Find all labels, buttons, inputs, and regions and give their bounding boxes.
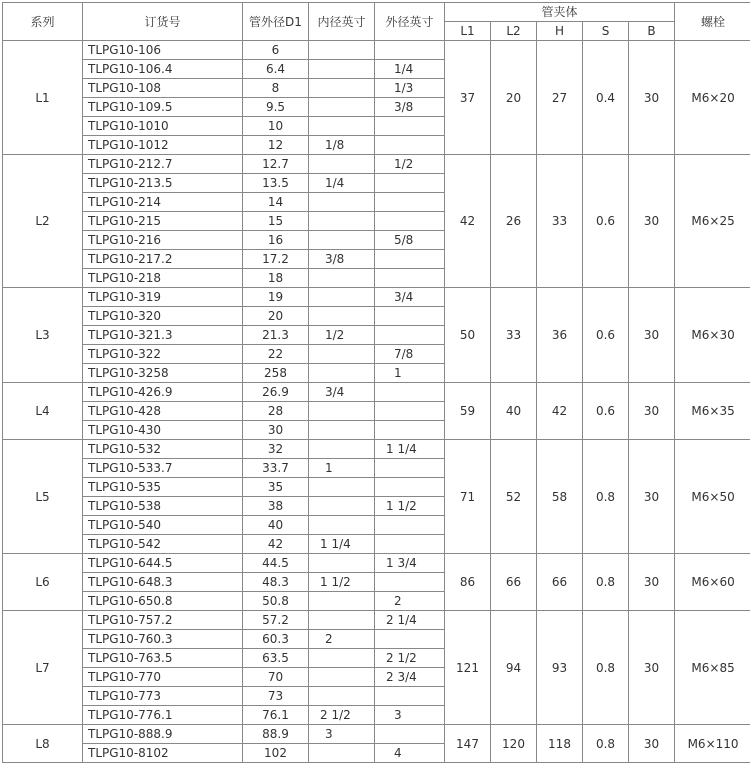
pipe-od-cell: 10 [243, 117, 309, 136]
pipe-od-cell: 42 [243, 535, 309, 554]
order-number-cell: TLPG10-888.9 [83, 725, 243, 744]
clamp-h-cell: 118 [537, 725, 583, 763]
pipe-od-cell: 28 [243, 402, 309, 421]
outer-inch-cell [375, 383, 445, 402]
outer-inch-cell: 1 1/2 [375, 497, 445, 516]
inner-inch-cell: 3/8 [309, 250, 375, 269]
table-row [3, 41, 750, 60]
order-number-cell: TLPG10-763.5 [83, 649, 243, 668]
bolt-cell: M6×110 [675, 725, 750, 763]
clamp-l2-cell: 94 [491, 611, 537, 725]
outer-inch-cell [375, 687, 445, 706]
clamp-s-cell: 0.6 [583, 288, 629, 383]
pipe-od-cell: 12 [243, 136, 309, 155]
clamp-l1-cell: 37 [445, 41, 491, 155]
outer-inch-cell: 7/8 [375, 345, 445, 364]
order-number-cell: TLPG10-760.3 [83, 630, 243, 649]
outer-inch-cell [375, 117, 445, 136]
bolt-cell: M6×85 [675, 611, 750, 725]
outer-inch-cell: 2 1/2 [375, 649, 445, 668]
inner-inch-cell [309, 98, 375, 117]
pipe-od-cell: 22 [243, 345, 309, 364]
inner-inch-cell: 1/8 [309, 136, 375, 155]
order-number-cell: TLPG10-321.3 [83, 326, 243, 345]
clamp-l2-cell: 20 [491, 41, 537, 155]
order-number-cell: TLPG10-319 [83, 288, 243, 307]
pipe-od-cell: 21.3 [243, 326, 309, 345]
outer-inch-cell: 1 3/4 [375, 554, 445, 573]
outer-inch-cell [375, 307, 445, 326]
outer-inch-cell [375, 402, 445, 421]
clamp-b-cell: 30 [629, 383, 675, 440]
header-l1: L1 [445, 22, 491, 41]
outer-inch-cell [375, 136, 445, 155]
inner-inch-cell [309, 687, 375, 706]
outer-inch-cell [375, 421, 445, 440]
inner-inch-cell [309, 649, 375, 668]
order-number-cell: TLPG10-216 [83, 231, 243, 250]
pipe-od-cell: 102 [243, 744, 309, 763]
outer-inch-cell [375, 41, 445, 60]
clamp-h-cell: 58 [537, 440, 583, 554]
inner-inch-cell [309, 41, 375, 60]
inner-inch-cell [309, 364, 375, 383]
order-number-cell: TLPG10-322 [83, 345, 243, 364]
clamp-h-cell: 66 [537, 554, 583, 611]
order-number-cell: TLPG10-773 [83, 687, 243, 706]
bolt-cell: M6×50 [675, 440, 750, 554]
outer-inch-cell: 2 3/4 [375, 668, 445, 687]
inner-inch-cell: 1/4 [309, 174, 375, 193]
outer-inch-cell [375, 630, 445, 649]
inner-inch-cell [309, 288, 375, 307]
series-cell: L5 [3, 440, 83, 554]
clamp-s-cell: 0.8 [583, 440, 629, 554]
outer-inch-cell: 2 [375, 592, 445, 611]
bolt-cell: M6×20 [675, 41, 750, 155]
pipe-od-cell: 35 [243, 478, 309, 497]
table-header [3, 3, 750, 41]
clamp-l2-cell: 40 [491, 383, 537, 440]
pipe-od-cell: 14 [243, 193, 309, 212]
order-number-cell: TLPG10-108 [83, 79, 243, 98]
table-body [3, 41, 750, 763]
outer-inch-cell: 1/3 [375, 79, 445, 98]
order-number-cell: TLPG10-218 [83, 269, 243, 288]
order-number-cell: TLPG10-533.7 [83, 459, 243, 478]
order-number-cell: TLPG10-426.9 [83, 383, 243, 402]
outer-inch-cell: 5/8 [375, 231, 445, 250]
inner-inch-cell [309, 117, 375, 136]
pipe-od-cell: 18 [243, 269, 309, 288]
table-row [3, 440, 750, 459]
order-number-cell: TLPG10-540 [83, 516, 243, 535]
order-number-cell: TLPG10-212.7 [83, 155, 243, 174]
inner-inch-cell: 3 [309, 725, 375, 744]
table-row [3, 155, 750, 174]
inner-inch-cell [309, 668, 375, 687]
inner-inch-cell: 2 [309, 630, 375, 649]
inner-inch-cell [309, 421, 375, 440]
order-number-cell: TLPG10-1010 [83, 117, 243, 136]
outer-inch-cell: 1/4 [375, 60, 445, 79]
clamp-h-cell: 42 [537, 383, 583, 440]
series-cell: L3 [3, 288, 83, 383]
table-row [3, 611, 750, 630]
outer-inch-cell [375, 516, 445, 535]
table-row [3, 383, 750, 402]
series-cell: L6 [3, 554, 83, 611]
outer-inch-cell [375, 725, 445, 744]
outer-inch-cell [375, 326, 445, 345]
pipe-od-cell: 15 [243, 212, 309, 231]
outer-inch-cell: 1 1/4 [375, 440, 445, 459]
outer-inch-cell [375, 459, 445, 478]
inner-inch-cell: 1 [309, 459, 375, 478]
inner-inch-cell [309, 554, 375, 573]
outer-inch-cell: 2 1/4 [375, 611, 445, 630]
order-number-cell: TLPG10-542 [83, 535, 243, 554]
order-number-cell: TLPG10-106.4 [83, 60, 243, 79]
header-row-top [3, 3, 750, 22]
order-number-cell: TLPG10-648.3 [83, 573, 243, 592]
outer-inch-cell [375, 573, 445, 592]
outer-inch-cell [375, 269, 445, 288]
pipe-od-cell: 48.3 [243, 573, 309, 592]
series-cell: L7 [3, 611, 83, 725]
order-number-cell: TLPG10-644.5 [83, 554, 243, 573]
pipe-od-cell: 88.9 [243, 725, 309, 744]
clamp-l2-cell: 66 [491, 554, 537, 611]
header-outer-inch: 外径英寸 [375, 3, 445, 41]
inner-inch-cell [309, 478, 375, 497]
inner-inch-cell: 1/2 [309, 326, 375, 345]
order-number-cell: TLPG10-213.5 [83, 174, 243, 193]
bolt-cell: M6×35 [675, 383, 750, 440]
bolt-cell: M6×25 [675, 155, 750, 288]
inner-inch-cell [309, 345, 375, 364]
spec-table-container [2, 2, 750, 763]
pipe-od-cell: 17.2 [243, 250, 309, 269]
pipe-od-cell: 8 [243, 79, 309, 98]
outer-inch-cell [375, 174, 445, 193]
pipe-od-cell: 30 [243, 421, 309, 440]
series-cell: L8 [3, 725, 83, 763]
clamp-h-cell: 93 [537, 611, 583, 725]
header-inner-inch: 内径英寸 [309, 3, 375, 41]
clamp-h-cell: 36 [537, 288, 583, 383]
inner-inch-cell: 1 1/4 [309, 535, 375, 554]
inner-inch-cell [309, 611, 375, 630]
outer-inch-cell: 3 [375, 706, 445, 725]
pipe-od-cell: 73 [243, 687, 309, 706]
outer-inch-cell: 3/8 [375, 98, 445, 117]
pipe-od-cell: 32 [243, 440, 309, 459]
clamp-b-cell: 30 [629, 725, 675, 763]
clamp-l1-cell: 42 [445, 155, 491, 288]
outer-inch-cell: 3/4 [375, 288, 445, 307]
clamp-s-cell: 0.8 [583, 725, 629, 763]
clamp-b-cell: 30 [629, 611, 675, 725]
outer-inch-cell: 1/2 [375, 155, 445, 174]
clamp-l1-cell: 71 [445, 440, 491, 554]
order-number-cell: TLPG10-757.2 [83, 611, 243, 630]
header-s: S [583, 22, 629, 41]
clamp-l2-cell: 52 [491, 440, 537, 554]
pipe-od-cell: 38 [243, 497, 309, 516]
order-number-cell: TLPG10-215 [83, 212, 243, 231]
pipe-od-cell: 60.3 [243, 630, 309, 649]
clamp-s-cell: 0.6 [583, 155, 629, 288]
pipe-od-cell: 13.5 [243, 174, 309, 193]
clamp-b-cell: 30 [629, 440, 675, 554]
table-row [3, 725, 750, 744]
outer-inch-cell [375, 212, 445, 231]
inner-inch-cell: 2 1/2 [309, 706, 375, 725]
pipe-od-cell: 19 [243, 288, 309, 307]
pipe-od-cell: 33.7 [243, 459, 309, 478]
order-number-cell: TLPG10-217.2 [83, 250, 243, 269]
table-row [3, 288, 750, 307]
clamp-h-cell: 27 [537, 41, 583, 155]
pipe-od-cell: 6 [243, 41, 309, 60]
inner-inch-cell [309, 516, 375, 535]
inner-inch-cell [309, 592, 375, 611]
outer-inch-cell [375, 478, 445, 497]
clamp-s-cell: 0.8 [583, 554, 629, 611]
pipe-od-cell: 258 [243, 364, 309, 383]
clamp-l2-cell: 120 [491, 725, 537, 763]
pipe-od-cell: 40 [243, 516, 309, 535]
pipe-od-cell: 57.2 [243, 611, 309, 630]
header-order-no: 订货号 [83, 3, 243, 41]
header-b: B [629, 22, 675, 41]
bolt-cell: M6×60 [675, 554, 750, 611]
outer-inch-cell [375, 250, 445, 269]
pipe-od-cell: 63.5 [243, 649, 309, 668]
inner-inch-cell: 3/4 [309, 383, 375, 402]
outer-inch-cell [375, 535, 445, 554]
inner-inch-cell [309, 269, 375, 288]
order-number-cell: TLPG10-3258 [83, 364, 243, 383]
inner-inch-cell [309, 440, 375, 459]
header-pipe-od: 管外径D1 [243, 3, 309, 41]
clamp-s-cell: 0.8 [583, 611, 629, 725]
order-number-cell: TLPG10-1012 [83, 136, 243, 155]
inner-inch-cell [309, 744, 375, 763]
clamp-s-cell: 0.6 [583, 383, 629, 440]
pipe-od-cell: 12.7 [243, 155, 309, 174]
order-number-cell: TLPG10-532 [83, 440, 243, 459]
pipe-clamp-spec-table [2, 2, 750, 763]
clamp-l1-cell: 50 [445, 288, 491, 383]
clamp-l2-cell: 33 [491, 288, 537, 383]
pipe-od-cell: 6.4 [243, 60, 309, 79]
order-number-cell: TLPG10-428 [83, 402, 243, 421]
inner-inch-cell: 1 1/2 [309, 573, 375, 592]
inner-inch-cell [309, 307, 375, 326]
outer-inch-cell [375, 193, 445, 212]
clamp-l1-cell: 86 [445, 554, 491, 611]
inner-inch-cell [309, 497, 375, 516]
clamp-b-cell: 30 [629, 554, 675, 611]
header-l2: L2 [491, 22, 537, 41]
inner-inch-cell [309, 402, 375, 421]
order-number-cell: TLPG10-430 [83, 421, 243, 440]
header-h: H [537, 22, 583, 41]
order-number-cell: TLPG10-770 [83, 668, 243, 687]
pipe-od-cell: 76.1 [243, 706, 309, 725]
clamp-b-cell: 30 [629, 155, 675, 288]
inner-inch-cell [309, 193, 375, 212]
inner-inch-cell [309, 212, 375, 231]
clamp-l1-cell: 121 [445, 611, 491, 725]
pipe-od-cell: 70 [243, 668, 309, 687]
clamp-s-cell: 0.4 [583, 41, 629, 155]
clamp-h-cell: 33 [537, 155, 583, 288]
order-number-cell: TLPG10-8102 [83, 744, 243, 763]
header-series: 系列 [3, 3, 83, 41]
inner-inch-cell [309, 231, 375, 250]
order-number-cell: TLPG10-650.8 [83, 592, 243, 611]
table-row [3, 554, 750, 573]
series-cell: L4 [3, 383, 83, 440]
header-clamp-body: 管夹体 [445, 3, 675, 22]
pipe-od-cell: 20 [243, 307, 309, 326]
clamp-l1-cell: 147 [445, 725, 491, 763]
pipe-od-cell: 9.5 [243, 98, 309, 117]
bolt-cell: M6×30 [675, 288, 750, 383]
clamp-b-cell: 30 [629, 41, 675, 155]
header-bolt: 螺栓 [675, 3, 750, 41]
clamp-l2-cell: 26 [491, 155, 537, 288]
series-cell: L2 [3, 155, 83, 288]
clamp-l1-cell: 59 [445, 383, 491, 440]
order-number-cell: TLPG10-320 [83, 307, 243, 326]
inner-inch-cell [309, 60, 375, 79]
series-cell: L1 [3, 41, 83, 155]
outer-inch-cell: 4 [375, 744, 445, 763]
outer-inch-cell: 1 [375, 364, 445, 383]
order-number-cell: TLPG10-106 [83, 41, 243, 60]
order-number-cell: TLPG10-535 [83, 478, 243, 497]
order-number-cell: TLPG10-214 [83, 193, 243, 212]
pipe-od-cell: 16 [243, 231, 309, 250]
order-number-cell: TLPG10-538 [83, 497, 243, 516]
order-number-cell: TLPG10-776.1 [83, 706, 243, 725]
clamp-b-cell: 30 [629, 288, 675, 383]
pipe-od-cell: 44.5 [243, 554, 309, 573]
pipe-od-cell: 26.9 [243, 383, 309, 402]
order-number-cell: TLPG10-109.5 [83, 98, 243, 117]
pipe-od-cell: 50.8 [243, 592, 309, 611]
inner-inch-cell [309, 79, 375, 98]
inner-inch-cell [309, 155, 375, 174]
